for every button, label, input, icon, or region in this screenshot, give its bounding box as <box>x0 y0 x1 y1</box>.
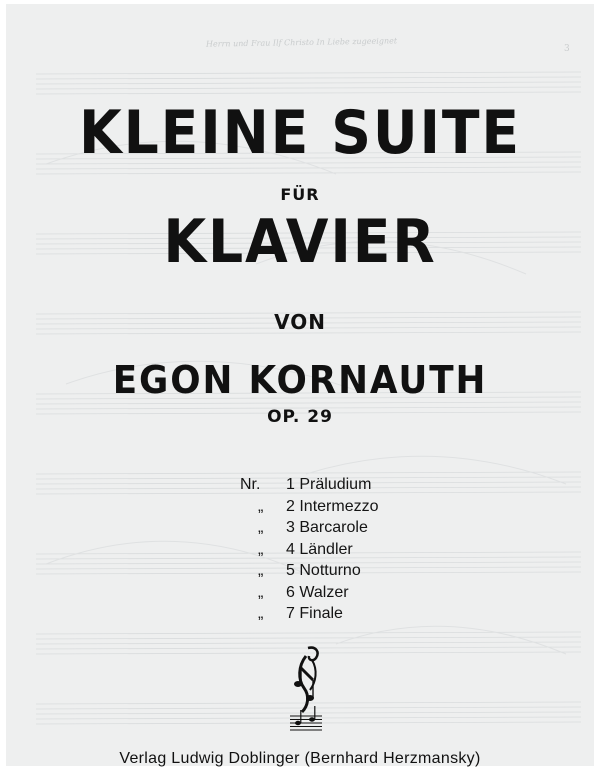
show-through-staff-line <box>36 82 581 84</box>
list-item <box>240 582 379 604</box>
item-name: Intermezzo <box>299 497 379 515</box>
item-name: Ländler <box>299 540 353 558</box>
item-name: Präludium <box>299 476 372 493</box>
item-prefix: „ <box>258 562 264 579</box>
list-item <box>240 496 379 518</box>
title-line-3: KLAVIER <box>163 207 437 277</box>
item-prefix: „ <box>258 605 264 622</box>
show-through-staff-line <box>36 402 581 404</box>
item-name: Notturno <box>299 562 361 579</box>
list-item <box>240 603 379 625</box>
item-number: 3 <box>286 519 295 536</box>
composer-name: EGON KORNAUTH <box>112 358 488 402</box>
lyre-music-emblem-icon <box>286 644 326 736</box>
publisher-line: Verlag Ludwig Doblinger (Bernhard Herzmansky) <box>119 750 481 767</box>
show-through-staff-line <box>36 172 581 174</box>
list-item <box>240 474 379 496</box>
item-name: Finale <box>299 605 343 622</box>
item-name: Walzer <box>299 583 349 601</box>
show-through-staff-line <box>36 72 581 74</box>
show-through-staff-line <box>36 92 581 94</box>
title-line-4: VON <box>274 310 326 334</box>
opus-number: OP. 29 <box>267 407 333 427</box>
show-through-staff-line <box>36 637 581 639</box>
item-number: 4 <box>286 540 295 558</box>
item-number: 7 <box>286 605 295 622</box>
show-through-staff-line <box>36 87 581 89</box>
show-through-header: Herrn und Frau Ilf Christo In Liebe zugeeignet <box>205 36 398 49</box>
item-prefix: „ <box>258 519 264 536</box>
show-through-staff-line <box>36 77 581 79</box>
contents-list <box>240 474 379 625</box>
list-item <box>240 560 379 582</box>
show-through-page-number: 3 <box>564 44 570 54</box>
list-item <box>240 517 379 539</box>
item-name: Barcarole <box>299 519 368 536</box>
item-number: 6 <box>286 583 295 601</box>
item-prefix: „ <box>258 583 264 601</box>
item-prefix: Nr. <box>240 476 261 493</box>
item-prefix: „ <box>258 540 264 558</box>
item-number: 1 <box>286 476 295 493</box>
list-item <box>240 539 379 561</box>
item-number: 2 <box>286 497 295 515</box>
item-number: 5 <box>286 562 295 579</box>
title-line-1: KLEINE SUITE <box>79 98 521 168</box>
item-prefix: „ <box>258 497 264 515</box>
title-line-2: FÜR <box>280 185 320 204</box>
